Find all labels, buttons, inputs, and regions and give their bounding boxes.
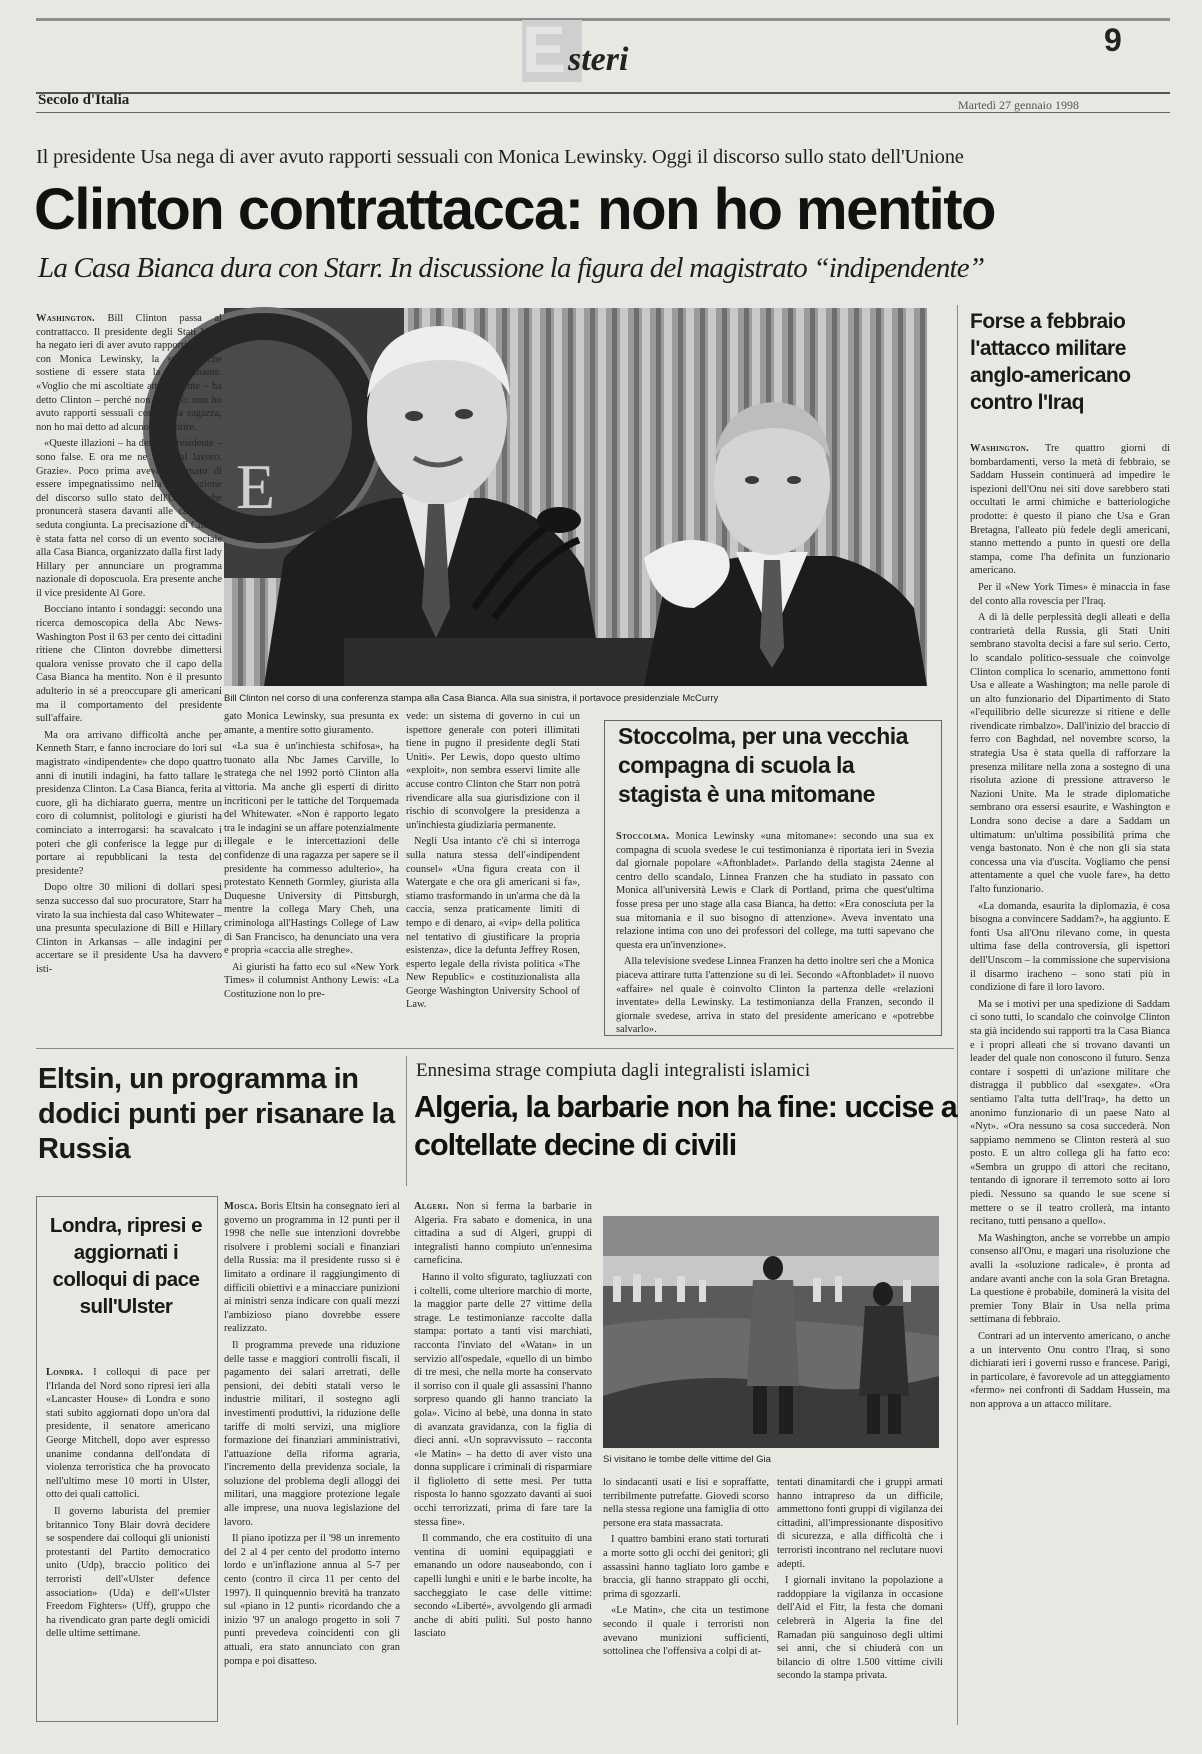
ulster-paragraph: Il governo laburista del premier britannico Tony Blair dovrà decidere se sospendere dai colloqui gli unionisti protestanti del Partito democratico unito (Udp), braccio politico dei terroristi dell'«Ulster defence association» (Uda) e dell'«Ulster Freedom Fighters» (Uff), gruppo che ha rivendicato gran parte degli omicidi delle ultime settimane.: [46, 1505, 210, 1640]
clinton-press-photo: [224, 308, 927, 686]
main-dateline: Washington.: [36, 313, 95, 324]
stoccolma-body: [616, 830, 934, 1036]
svg-text:E: E: [236, 451, 276, 522]
issue-date: Martedì 27 gennaio 1998: [958, 98, 1079, 112]
algeria-col1: [414, 1200, 592, 1720]
top-rule: [36, 18, 1170, 21]
main-paragraph: Ai giuristi ha fatto eco sul «New York Times» il columnist Anthony Lewis: «La Costituzione non lo pre-: [224, 961, 399, 1000]
algeria-paragraph: «Le Matin», che cita un testimone secondo il quale i terroristi non avevano munizioni sufficienti, sottolinea che l'offensiva a colpi di at-: [603, 1605, 769, 1658]
eltsin-paragraph: Il programma prevede una riduzione delle tasse e maggiori controlli fiscali, il pagamento dei salari arretrati, delle pensioni, dei debiti statali verso le industrie militari, il sostegno agli investimenti produttivi, la riduzione delle tariffe di molti servizi, una migliore formazione dei finanziari amministrativi, l'attuazione della riforma agraria, l'incremento della previdenza sociale, la soluzione del problema degli alloggi dei militari, una maggiore protezione legale alle imprese, una nuova legislazione del lavoro.: [224, 1339, 400, 1528]
section-initial: E: [522, 12, 567, 86]
iraq-paragraph: Ma se i motivi per una spedizione di Saddam ci sono tutti, lo scandalo che coinvolge Clinton sta già incidendo sui rapporti tra la Casa Bianca e i propri alleati che si trovano davanti un leader del quale non conoscono il futuro. Senza contare i sospetti di un'azione militare che distragga il pubblico dal «sexgate». «Ora sentiamo l'alta tutta dell'Iraq», ha detto un anonimo funzionario di un paese Nato al «Nyt». «Ora nessuno sa cosa succederà. Non sappiamo nemmeno se Clinton resterà al suo posto. E un altro collega gli ha fatto eco: «Sembra un gruppo di attori che recitano, tentando di ignorare il terremoto sotto ai loro piedi. Nessuno sa quando le sue scene si mettere o se il teatro crollerà, ma intanto recitano, tutti pensano a quello».: [970, 998, 1170, 1228]
main-paragraph: «La sua è un'inchiesta schifosa», ha tuonato alla Nbc James Carville, lo stratega che nel 1992 portò Clinton alla vittoria. Ma anche gli esperti di diritto incriticoni per le tattiche del Torquemada del Whitewater. «Non è rapporto legato tra le indagini se un affare potenzialmente illegale e le intercettazioni delle confidenze di una ragazza per sapere se il presidente ha commesso adulterio», ha protestato Kenneth Gormley, giurista alla Duquesne University di Pittsburgh, mentre la collega Mary Cheh, una criminologa all'Hastings College of Law di San Francisco, ha denunciato una vera e propria «caccia alle streghe».: [224, 741, 399, 957]
stoccolma-paragraph: Stoccolma. Monica Lewinsky «una mitomane»: secondo una sua ex compagna di scuola svedese le cui testimonianza è riportata ieri in Svezia dal giornale popolare «Aftonbladet». Parlando della stagista 24enne al centro dello scandalo, Linnea Franzen che ha studiato in passato con Monica all'università Lewis e Clark di Portland, prima che quest'ultima fosse presa per uno stage alla casa Bianca, ha detto: «Era conosciuta per la sua mitomania e il suo bisogno di attenzione». Aveva inventato una relazione intima con uno dei professori del college, ma tutti sapevano che questa era un'invenzione».: [616, 831, 934, 951]
main-kicker: Il presidente Usa nega di aver avuto rapporti sessuali con Monica Lewinsky. Oggi il discorso sullo stato dell'Unione: [36, 146, 964, 168]
main-paragraph: Washington. Bill Clinton passa al contrattacco. Il presidente degli Stati Uniti ha negato ieri di aver avuto rapporti sessuali con Monica Lewinsky, la stagista che sostiene di essere stata la sua amante. «Voglio che mi ascoltiate attentamente – ha detto Clinton – perché non ripeterò: non ho avuto rapporti sessuali con quella ragazza, non ho mai detto ad alcuno di mentire.: [36, 313, 222, 433]
algeria-photo-caption: Si visitano le tombe delle vittime del Gia: [603, 1454, 771, 1465]
paper-name: Secolo d'Italia: [38, 92, 130, 108]
stoccolma-paragraph: Alla televisione svedese Linnea Franzen ha detto inoltre seri che a Monica piaceva attirare tutta l'attenzione su di lei. Secondo «Aftonbladet» il nuovo «affaire» nel quale è coinvolto Clinton la partenza delle «relazioni inventate» della Lewinsky. La testimonianza della Franzen, secondo il giornale svedese, arriva in stato del presidente americano e «potrebbe salvarlo».: [616, 956, 934, 1036]
main-article-col3: [406, 710, 580, 1024]
algeria-dateline: Algeri.: [414, 1201, 449, 1212]
ulster-paragraph: Londra. I colloqui di pace per l'Irlanda del Nord sono ripresi ieri alla «Lancaster House» di Londra e sono stati subito aggiornati dopo un'ora dal presidente, il senatore americano George Mitchell, dopo aver espresso unanime condanna dell'ondata di violenza terroristica che ha provocato nell'ultimo mese 10 morti in Ulster, otto dei quali cattolici.: [46, 1367, 210, 1501]
iraq-headline: Forse a febbraio l'attacco militare anglo-americano contro l'Iraq: [970, 310, 1131, 414]
main-article-col2: [224, 710, 399, 1024]
main-paragraph: Bocciano intanto i sondaggi: secondo una ricerca demoscopica della Abc News-Washington Post il 63 per cento dei cittadini ritiene che Clinton dovrebbe dimettersi qualora venisse provato che il capo della Casa Bianca ha mentito. Non è il presunto adulterio in sé a preoccupare gli americani ma il comportamento del presidente sull'affaire.: [36, 604, 222, 725]
algeria-col3: [777, 1476, 943, 1720]
iraq-paragraph: Contrari ad un intervento americano, o anche a un intervento Onu contro l'Iraq, si sono dichiarati ieri i governi russo e francese. Parigi, in particolare, è favorevole ad un atteggiamento «fermo» nei confronti di Saddam Hussein, ma non approva a un attacco militare.: [970, 1331, 1170, 1410]
iraq-dateline: Washington.: [970, 443, 1029, 454]
eltsin-paragraph: Mosca. Boris Eltsin ha consegnato ieri al governo un programma in 12 punti per il 1998 che nelle sue intenzioni dovrebbe risolvere i problemi sociali e finanziari della Russia: ma il presidente russo si è limitato a ordinare il raggiungimento di difficili obiettivi e a minacciare punizioni ai ministri senza indicare con quali mezzi l'ambizioso piano dovrebbe essere realizzato.: [224, 1201, 400, 1335]
iraq-paragraph: A di là delle perplessità degli alleati e della contrarietà della Russia, gli Stati Uniti sembrano stavolta decisi a fare sul serio. Certo, lo scandalo politico-sessuale che coinvolge Clinton complica lo scenario, ammettono fonti Usa e alleate a Washington; ma nelle parole di un alto funzionario del Dipartimento di Stato «l'equilibrio delle sicurezze si ritiene e delle rivendicate rimbalzo». Dall'inizio del braccio di ferro con Baghdad, nel novembre scorso, la strategia Usa è stata quella di rafforzare la presenza militare nella zona a sostegno di una risoluta azione di pressione attraverso le Nazioni Unite. Ma le strade diplomatiche sembrano ora essersi esaurite, e Washington e Londra sono decise a dare a Saddam un ultimatum: un'ultima possibilità prima che venga bastonato. Non è che non gli sia stata concessa una via d'uscita. Vogliamo che pensi attentamente a quel che vuole fare», ha detto l'alto funzionario.: [970, 612, 1170, 895]
ulster-body: [46, 1366, 210, 1716]
algeria-paragraph: Algeri. Non si ferma la barbarie in Algeria. Fra sabato e domenica, in una cittadina a sud di Algeri, gruppi di integralisti hanno compiuto un'ennesima carneficina.: [414, 1201, 592, 1267]
stoccolma-headline: Stoccolma, per una vecchia compagna di scuola la stagista è una mitomane: [618, 723, 908, 807]
eltsin-paragraph: Il piano ipotizza per il '98 un inremento del 2 al 4 per cento del prodotto interno lordo e un'inflazione annua al 5-7 per cento (contro il circa 11 per cento del 1997). Il quinquennio brevità ha tranzato sul «piano in 12 punti» ricordando che a inizio '97 un analogo progetto in soli 7 punti prevedeva coincidenti con gli attuali, era stato annunciato con gran pompa e poi disatteso.: [224, 1533, 400, 1667]
masthead-rule: [36, 92, 1170, 94]
main-headline: Clinton contrattacca: non ho mentito: [34, 177, 995, 242]
masthead-rule-2: [36, 112, 1170, 113]
main-paragraph: Negli Usa intanto c'è chi si interroga sulla natura stessa dell'«indipendent counsel» «Una figura creata con il Watergate e che ora gli americani si fa», stiamo trasformando in un'arma che dà la caccia, senza praticamente limiti di tempo e di denaro, ai «vip» della politica nel tentativo di giustificare la propria esistenza», dice la defunta Jeffrey Rosen, esperto legale della rivista politica «The New Republic» e costituzionalista alla George Washington University School of Law.: [406, 836, 580, 1011]
main-photo-caption: Bill Clinton nel corso di una conferenza stampa alla Casa Bianca. Alla sua sinistra, il portavoce presidenziale McCurry: [224, 693, 719, 704]
algeria-paragraph: lo sindacanti usati e lisi e sopraffatte, terribilmente putrefatte. Giovedì scorso nella stessa regione una famiglia di otto persone era stata massacrata.: [603, 1477, 769, 1529]
algeria-headline: Algeria, la barbarie non ha fine: uccise a coltellate decine di civili: [414, 1090, 957, 1162]
eltsin-dateline: Mosca.: [224, 1201, 258, 1212]
main-paragraph: vede: un sistema di governo in cui un ispettore generale con poteri illimitati tiene in pugno il presidente degli Stati Uniti». Per Lewis, dopo questo ultimo «exploit», non sembra esservi limite alle accuse contro Clinton che Starr non potrà rivendicare alla sua giurisdizione con il rischio di sconvolgere la presidenza a un'inchiesta giudiziaria permanente.: [406, 711, 580, 831]
section-title: steri: [568, 41, 629, 78]
ulster-headline: Londra, ripresi e aggiornati i colloqui di pace sull'Ulster: [49, 1214, 203, 1318]
iraq-body: [970, 442, 1170, 1718]
main-paragraph: Ma ora arrivano difficoltà anche per Kenneth Starr, e fanno incrociare do lori sul magistrato «indipendente» che dopo quattro anni di inutili indagini, ha fatto tallare le presidenza Clinton. La Casa Bianca, ferita al cuore, gli ha dichiarato guerra, mentre un coro di columnist, politologi e giuristi ha cominciato a interrogarsi: ha scavalcato i poteri che gli conferisce la legge pur di portare ai repubblicani la testa del presidente?: [36, 729, 222, 877]
eltsin-body: [224, 1200, 400, 1720]
iraq-paragraph: «La domanda, esaurita la diplomazia, è cosa bisogna a convincere Saddam?», ha aggiunto. E fonti Usa all'Onu rilevano come, in questa ultima fase della controversia, gli ispettori dell'Unscom – la commissione che supervisiona il disarmo iracheno – sono stati più in condizione di fare il loro lavoro.: [970, 900, 1170, 994]
main-article-col1: [36, 312, 222, 1024]
iraq-paragraph: Washington. Tre quattro giorni di bombardamenti, verso la metà di febbraio, se Saddam Hussein continuerà ad impedire le ispezioni dell'Onu nei siti dove sarebbero stati occultati le armi chimiche e batteriologiche prodotte: è questo il piano che Usa e Gran Bretagna, l'alleato più fedele degli americani, stanno mettendo a punto in questi ore della stampa, come l'ha definita un funzionario americano.: [970, 443, 1170, 577]
algeria-paragraph: I quattro bambini erano stati torturati a morte sotto gli occhi dei genitori; gli assassini hanno tagliato loro gambe e braccia, gli hanno strappato gli occhi, prima di sgozzarli.: [603, 1534, 769, 1600]
algeria-kicker: Ennesima strage compiuta dagli integralisti islamici: [416, 1060, 811, 1081]
algeria-paragraph: I giornali invitano la popolazione a raddoppiare la vigilanza in occasione dell'Aid el Fitr, la festa che domani celebrerà in Algeria la fine del Ramadan più sanguinoso degli ultimi sei anni, che si chiuderà con un bilancio di oltre 1.500 vittime civili secondo la stampa privata.: [777, 1575, 943, 1682]
algeria-cemetery-photo: [603, 1216, 939, 1448]
cemetery-photo-illustration: [603, 1216, 939, 1448]
eltsin-headline: Eltsin, un programma in dodici punti per risanare la Russia: [38, 1063, 395, 1165]
main-paragraph: gato Monica Lewinsky, sua presunta ex amante, a mentire sotto giuramento.: [224, 711, 399, 736]
main-paragraph: Dopo oltre 30 milioni di dollari spesi senza successo dal suo procuratore, Starr ha virato la sua inchiesta dal caso Whitewater – una presunta speculazione di Bill e Hillary Clinton in Arkansas – alle indagini per accertare se il presidente Usa ha davvero isti-: [36, 882, 222, 975]
iraq-paragraph: Per il «New York Times» è minaccia in fase del conto alla rovescia per l'Iraq.: [970, 581, 1170, 607]
algeria-paragraph: Hanno il volto sfigurato, tagliuzzati con i coltelli, come ulteriore marchio di morte, la maggior parte delle 27 vittime della strage. Le testimonianze raccolte dalla stampa: portato a tanti visi marchiati, racconta l'inviato del «Watan» in un servizio all'ospedale, «quello di un bimbo di tre mesi, che nella morte ha conservato il sorriso con il quale gli assassini l'hanno sorpreso quando gli hanno tranciato la gola». Vicino al bebè, una donna in stato di avanzata gravidanza, con la figlia di dieci anni. «Un sopravvissuto – racconta «le Matin» – ha detto di aver visto una donna supplicare i criminali di risparmiare il figlioletto di sette mesi. Per tutta risposta lo hanno sgozzato davanti ai suoi occhi terrorizzati, prima di fare tare la stessa fine».: [414, 1271, 592, 1528]
iraq-paragraph: Ma Washington, anche se vorrebbe un ampio consenso all'Onu, e magari una risoluzione che avalli la «soluzione radicale», è pronta ad andare avanti anche con la sola Gran Bretagna. La questione è probabile, dominerà la visita del premier Tony Blair in Usa nella prima settimana di febbraio.: [970, 1232, 1170, 1326]
ulster-dateline: Londra.: [46, 1367, 84, 1378]
algeria-col2: [603, 1476, 769, 1720]
clinton-photo-illustration: [224, 308, 927, 686]
stoccolma-dateline: Stoccolma.: [616, 831, 670, 842]
main-subhead: La Casa Bianca dura con Starr. In discussione la figura del magistrato “indipendente”: [38, 252, 985, 284]
main-paragraph: «Queste illazioni – ha detto il presidente – sono false. E ora me ne torno al lavoro. Grazie». Poco prima aveva affermato di essere impegnatissimo nella preparazione del discorso sullo stato dell'Unione, che pronuncerà stasera davanti alle camere in seduta congiunta. La precisazione di Clinton è stata fatta nel corso di un evento sociale alla Casa Bianca, organizzato dalla first lady Hillary per annunciare un programma nazionale di doposcuola. Era presente anche il vice presidente Al Gore.: [36, 438, 222, 599]
algeria-paragraph: tentati dinamitardi che i gruppi armati hanno intrapreso da un difficile, ammettono fonti gruppi di vigilanza dei cittadini, all'impressionante dispositivo di sicurezza, e alla difficoltà che i terroristi incontrano nel reclutare nuovi adepti.: [777, 1477, 943, 1570]
lower-section-rule: [36, 1048, 954, 1049]
algeria-paragraph: Il commando, che era costituito di una ventina di uomini equipaggiati e emanando un odore nauseabondo, con i capelli lunghi e uniti e le barbe incolte, ha saccheggiato le case delle vittime: secondo «Liberté», avvolgendo gli armadi anche di abiti puliti. Sul posto hanno lasciato: [414, 1533, 592, 1640]
iraq-divider: [957, 305, 958, 1725]
algeria-divider: [406, 1056, 407, 1186]
page-number: 9: [1104, 22, 1122, 58]
